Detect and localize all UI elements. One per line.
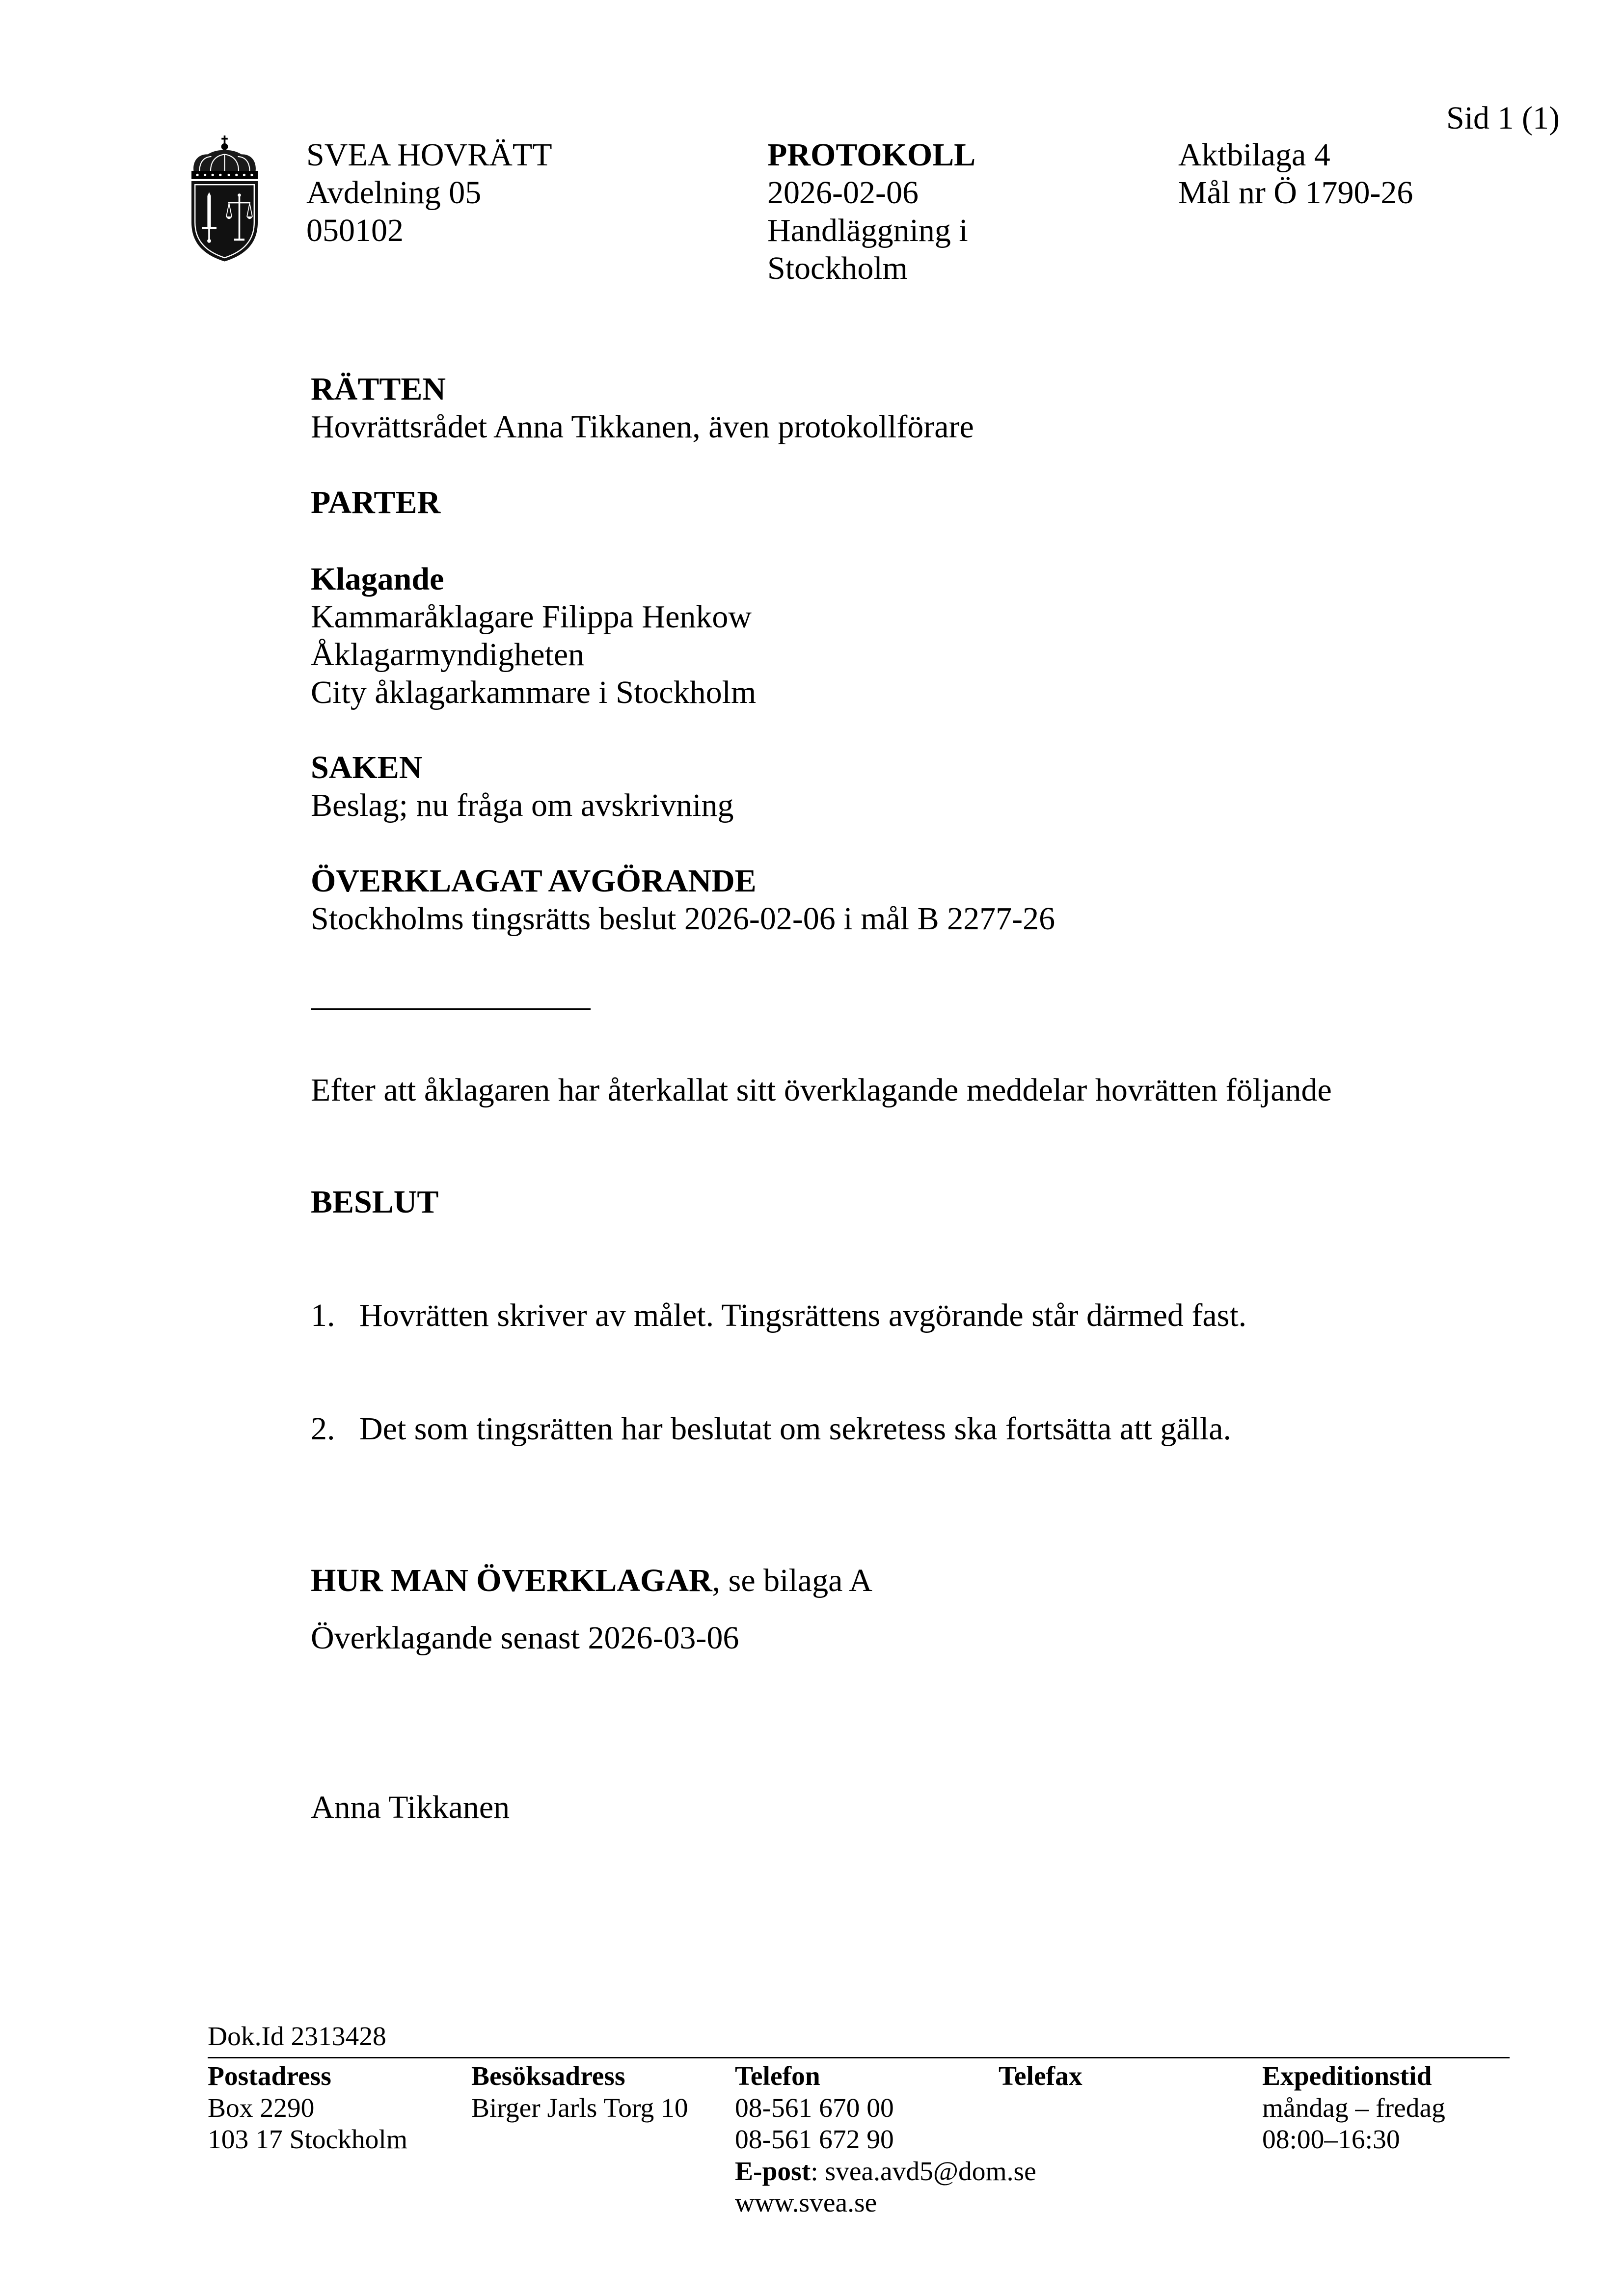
coat-of-arms-graphic (184, 135, 265, 262)
sword-grip (208, 229, 210, 240)
appealed-decision-text: Stockholms tingsrätts beslut 2026-02-06 i mål B 2277-26 (311, 901, 1055, 937)
document-procedure-location: Stockholm (767, 250, 908, 286)
scales-beam (228, 202, 250, 203)
decision-item (311, 1297, 1246, 1334)
case-info (1178, 136, 1413, 212)
court-unit-code: 050102 (306, 213, 404, 248)
appellant-line: Åklagarmyndigheten (311, 637, 585, 673)
section-matter (311, 749, 733, 824)
shield (191, 181, 258, 262)
sword-guard (202, 227, 216, 229)
phone-number: 08-561 670 00 (735, 2093, 894, 2123)
decision-item-text: Hovrätten skriver av målet. Tingsrättens avgörande står därmed fast. (359, 1297, 1247, 1333)
crown-orb (221, 143, 228, 150)
page-number: Sid 1 (1) (1446, 100, 1560, 136)
office-hours-label: Expeditionstid (1262, 2061, 1432, 2091)
appeal-instructions (311, 1562, 872, 1599)
sword-blade (207, 192, 211, 227)
appellant-heading: Klagande (311, 561, 444, 597)
matter-heading: SAKEN (311, 750, 423, 785)
appeal-deadline: Överklagande senast 2026-03-06 (311, 1620, 739, 1656)
crown-band (191, 171, 258, 179)
office-hours-days: måndag – fredag (1262, 2093, 1445, 2123)
visiting-address-line: Birger Jarls Torg 10 (471, 2093, 688, 2123)
decision-item-number: 1. (311, 1297, 335, 1333)
shield-body (191, 181, 258, 262)
parties-heading: PARTER (311, 485, 441, 520)
section-court (311, 370, 974, 446)
crown (191, 135, 258, 179)
footer-fax (999, 2061, 1082, 2093)
office-hours-time: 08:00–16:30 (1262, 2125, 1400, 2155)
separator-line (311, 1008, 591, 1010)
court-info (306, 136, 552, 249)
decision-item-number: 2. (311, 1411, 335, 1447)
footer-visiting-address (471, 2061, 688, 2124)
signature: Anna Tikkanen (311, 1789, 510, 1825)
appeal-heading: HUR MAN ÖVERKLAGAR (311, 1563, 712, 1598)
document-type: PROTOKOLL (767, 137, 976, 173)
section-appealed-decision (311, 862, 1055, 938)
phone-number: 08-561 672 90 (735, 2125, 894, 2155)
appeal-reference: , se bilaga A (712, 1563, 872, 1598)
case-appendix: Aktbilaga 4 (1178, 137, 1330, 173)
crown-cross-horizontal (221, 138, 228, 140)
footer-rule (208, 2057, 1510, 2058)
email-line (735, 2156, 1036, 2188)
decision-item-text: Det som tingsrätten har beslutat om sekretess ska fortsätta att gälla. (359, 1411, 1232, 1447)
postal-address-label: Postadress (208, 2061, 331, 2091)
document-date: 2026-02-06 (767, 175, 919, 211)
court-name: SVEA HOVRÄTT (306, 137, 552, 173)
court-heading: RÄTTEN (311, 371, 446, 407)
scales-base (234, 239, 244, 241)
visiting-address-label: Besöksadress (471, 2061, 625, 2091)
matter-text: Beslag; nu fråga om avskrivning (311, 787, 734, 823)
court-members: Hovrättsrådet Anna Tikkanen, även protokollförare (311, 409, 974, 445)
decision-heading: BESLUT (311, 1184, 439, 1220)
section-appellant (311, 560, 756, 711)
appealed-decision-heading: ÖVERKLAGAT AVGÖRANDE (311, 863, 757, 899)
document-id: Dok.Id 2313428 (208, 2022, 386, 2052)
email-label: E-post (735, 2156, 811, 2187)
footer-contact (735, 2061, 1036, 2219)
document-procedure: Handläggning i (767, 213, 968, 248)
website-link[interactable]: www.svea.se (735, 2188, 877, 2218)
decision-item (311, 1410, 1231, 1448)
document-info (767, 136, 975, 287)
footer-postal-address (208, 2061, 407, 2156)
coat-of-arms-logo (184, 135, 265, 262)
case-number: Mål nr Ö 1790-26 (1178, 175, 1413, 211)
phone-label: Telefon (735, 2061, 820, 2091)
footer-office-hours (1262, 2061, 1445, 2156)
postal-address-line: 103 17 Stockholm (208, 2125, 408, 2155)
preamble: Efter att åklagaren har återkallat sitt överklagande meddelar hovrätten följande (311, 1072, 1332, 1108)
email-link[interactable]: : svea.avd5@dom.se (811, 2156, 1036, 2187)
sword-pommel (207, 239, 211, 243)
postal-address-line: Box 2290 (208, 2093, 315, 2123)
appellant-line: City åklagarkammare i Stockholm (311, 675, 757, 710)
appellant-line: Kammaråklagare Filippa Henkow (311, 599, 752, 635)
court-division: Avdelning 05 (306, 175, 482, 211)
fax-label: Telefax (999, 2061, 1082, 2091)
